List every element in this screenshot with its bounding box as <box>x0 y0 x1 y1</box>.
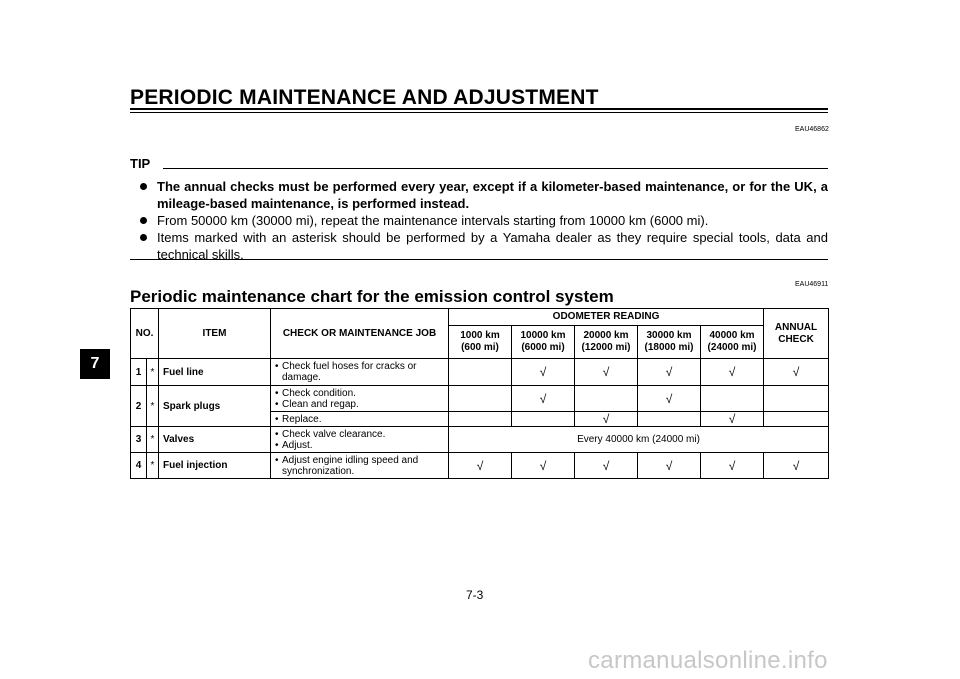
tip-item <box>140 212 828 229</box>
watermark: carmanualsonline.info <box>588 647 828 674</box>
row-number: 3 <box>131 427 147 453</box>
tip-item-text: Items marked with an asterisk should be performed by a Yamaha dealer as they require special tools, data and technical skills. <box>157 230 828 262</box>
header-interval <box>512 326 575 359</box>
tip-item <box>140 178 828 212</box>
job-line: • Check valve clearance. <box>275 429 448 440</box>
row-item: Fuel injection <box>159 453 271 479</box>
job-line: • Check fuel hoses for cracks or damage. <box>275 361 448 383</box>
check-cell: √ <box>575 412 638 427</box>
interval-note: Every 40000 km (24000 mi) <box>449 427 829 453</box>
check-cell: √ <box>575 359 638 386</box>
tip-label: TIP <box>130 156 151 171</box>
check-cell: √ <box>512 359 575 386</box>
check-cell: √ <box>575 453 638 479</box>
check-cell: √ <box>701 412 764 427</box>
interval-km: 20000 km <box>583 330 629 341</box>
row-number: 1 <box>131 359 147 386</box>
header-interval <box>575 326 638 359</box>
row-item: Valves <box>159 427 271 453</box>
maintenance-chart <box>130 308 829 479</box>
row-item: Fuel line <box>159 359 271 386</box>
header-job: CHECK OR MAINTENANCE JOB <box>271 309 449 359</box>
dealer-asterisk: * <box>147 453 159 479</box>
dealer-asterisk: * <box>147 427 159 453</box>
check-cell: √ <box>449 453 512 479</box>
interval-mi: (24000 mi) <box>707 342 757 353</box>
interval-km: 30000 km <box>646 330 692 341</box>
title-rule-thin <box>130 112 828 113</box>
check-cell: √ <box>764 359 829 386</box>
interval-km: 40000 km <box>709 330 755 341</box>
dealer-asterisk: * <box>147 386 159 427</box>
interval-km: 1000 km <box>460 330 500 341</box>
page-title: PERIODIC MAINTENANCE AND ADJUSTMENT <box>130 86 599 109</box>
dealer-asterisk: * <box>147 359 159 386</box>
table-row <box>131 453 829 479</box>
check-cell: √ <box>764 453 829 479</box>
section-reference-code: EAU46911 <box>795 281 829 288</box>
header-interval <box>449 326 512 359</box>
page-number: 7-3 <box>466 588 484 602</box>
job-line: • Check condition. <box>275 388 448 399</box>
row-job <box>271 386 449 412</box>
check-cell: √ <box>701 453 764 479</box>
tip-reference-code: EAU46862 <box>795 126 829 133</box>
tip-item-text: From 50000 km (30000 mi), repeat the maintenance intervals starting from 10000 km (6000 mi). <box>157 213 709 228</box>
check-cell: √ <box>638 453 701 479</box>
table-row <box>131 427 829 453</box>
header-odometer: ODOMETER READING <box>449 309 764 326</box>
row-job <box>271 359 449 386</box>
tip-footer-rule <box>130 259 828 260</box>
check-cell <box>764 386 829 412</box>
check-cell <box>764 412 829 427</box>
header-no: NO. <box>131 309 159 359</box>
check-cell <box>449 359 512 386</box>
check-cell: √ <box>638 386 701 412</box>
tip-item <box>140 229 828 263</box>
bullet-icon <box>140 234 147 241</box>
table-row <box>131 359 829 386</box>
row-item: Spark plugs <box>159 386 271 427</box>
header-annual <box>764 309 829 359</box>
row-job <box>271 427 449 453</box>
row-job <box>271 412 449 427</box>
interval-mi: (600 mi) <box>461 342 499 353</box>
interval-mi: (12000 mi) <box>581 342 631 353</box>
check-cell <box>449 386 512 412</box>
check-cell <box>512 412 575 427</box>
interval-mi: (6000 mi) <box>521 342 565 353</box>
check-cell: √ <box>701 359 764 386</box>
row-job <box>271 453 449 479</box>
tip-header-rule <box>163 168 828 169</box>
row-number: 4 <box>131 453 147 479</box>
interval-km: 10000 km <box>520 330 566 341</box>
header-item: ITEM <box>159 309 271 359</box>
title-rule <box>130 108 828 110</box>
section-title: Periodic maintenance chart for the emission control system <box>130 287 614 306</box>
check-cell <box>701 386 764 412</box>
bullet-icon <box>140 183 147 190</box>
job-line: • Clean and regap. <box>275 399 448 410</box>
header-interval <box>701 326 764 359</box>
check-cell: √ <box>638 359 701 386</box>
header-annual-text: ANNUAL CHECK <box>774 321 818 345</box>
bullet-icon <box>140 217 147 224</box>
table-row <box>131 386 829 412</box>
header-interval <box>638 326 701 359</box>
row-number: 2 <box>131 386 147 427</box>
check-cell <box>638 412 701 427</box>
tip-list <box>140 178 828 263</box>
interval-mi: (18000 mi) <box>644 342 694 353</box>
check-cell <box>575 386 638 412</box>
tip-item-text: The annual checks must be performed every year, except if a kilometer-based maintenance, or for the UK, a mileage-based maintenance, is performed instead. <box>157 179 828 211</box>
job-line: • Adjust. <box>275 440 448 451</box>
job-line: • Adjust engine idling speed and synchronization. <box>275 455 448 477</box>
check-cell: √ <box>512 386 575 412</box>
check-cell <box>449 412 512 427</box>
job-line: • Replace. <box>275 414 448 425</box>
check-cell: √ <box>512 453 575 479</box>
chapter-tab: 7 <box>80 349 110 379</box>
